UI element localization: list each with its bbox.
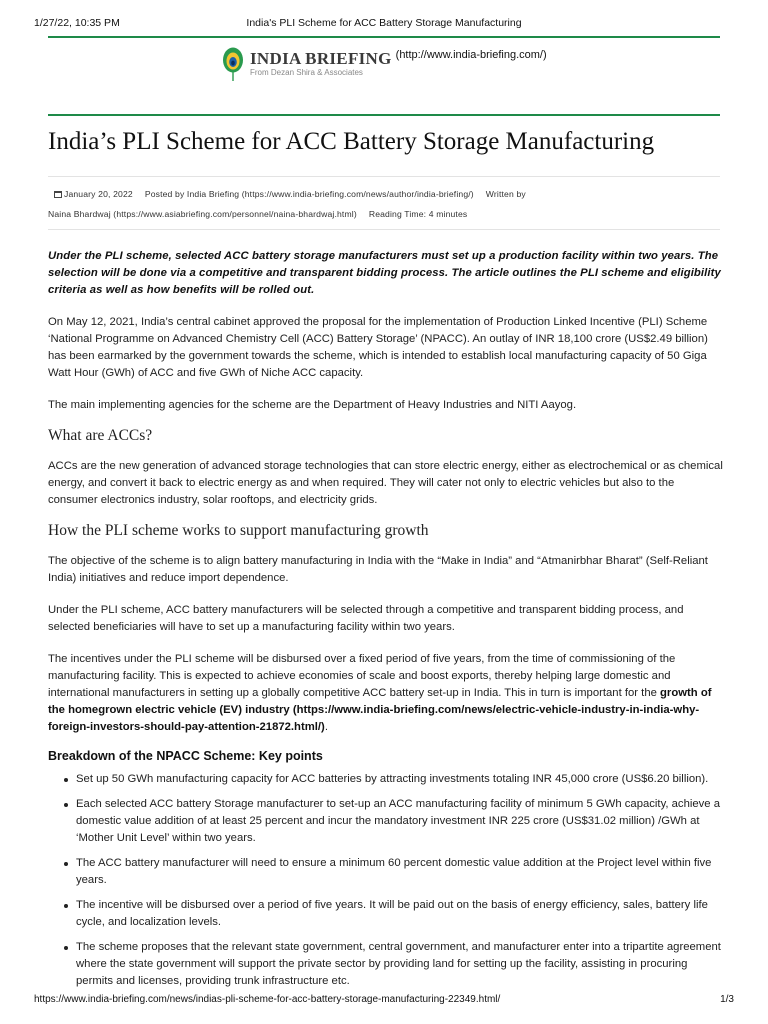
paragraph-with-link (48, 651, 726, 736)
top-divider (48, 36, 720, 38)
section-heading-accs: What are ACCs? (48, 427, 153, 444)
list-item: The ACC battery manufacturer will need to ensure a minimum 60 percent domestic value addition at the Project level within five years. (48, 855, 726, 889)
article-meta (48, 184, 728, 224)
meta-bottom-divider (48, 229, 720, 230)
logo-name: INDIA BRIEFING (250, 49, 392, 68)
meta-line-1 (48, 184, 728, 204)
meta-line-2 (48, 204, 728, 224)
site-logo[interactable] (222, 45, 547, 83)
section-heading-pli: How the PLI scheme works to support manufacturing growth (48, 522, 429, 539)
page-number: 1/3 (720, 994, 734, 1005)
print-footer (34, 994, 734, 1008)
paragraph: Under the PLI scheme, ACC battery manufacturers will be selected through a competitive and transparent bidding process, and selected beneficiaries will have to set up a manufacturing facility within two years. (48, 604, 684, 633)
list-item: Set up 50 GWh manufacturing capacity for ACC batteries by attracting investments totaling INR 45,000 crore (US$6.20 billion). (48, 771, 726, 788)
written-by-label: Written by (485, 189, 526, 199)
peacock-feather-icon (222, 47, 244, 81)
print-doc-title: India's PLI Scheme for ACC Battery Storage Manufacturing (246, 17, 522, 29)
list-item: The incentive will be disbursed over a period of five years. It will be paid out on the basis of energy efficiency, sales, battery life cycle, and localization levels. (48, 897, 726, 931)
paragraph: The main implementing agencies for the scheme are the Department of Heavy Industries and NITI Aayog. (48, 399, 577, 411)
reading-time: Reading Time: 4 minutes (368, 209, 468, 219)
paragraph: On May 12, 2021, India’s central cabinet approved the proposal for the implementation of Production Linked Incentive (PLI) Scheme ‘National Programme on Advanced Chemistry Cell (ACC) Battery Storage’ (NPACC). An outlay of INR 18,100 crore (US$2.49 billion) has been earmarked by the government towards the scheme, which is intended to establish local manufacturing capacity of 50 Giga Watt Hour (GWh) of ACC and five GWh of Niche ACC capacity. (48, 316, 708, 379)
publish-date: January 20, 2022 (64, 189, 133, 199)
section-heading-breakdown: Breakdown of the NPACC Scheme: Key points (48, 749, 323, 763)
ev-industry-link[interactable]: growth of the homegrown electric vehicle (EV) industry (https://www.india-briefing.com/news/electric-vehicle-industry-in-india-why-foreign-investors-should-pay-attention-21872.html/) (48, 687, 712, 733)
meta-top-divider (48, 176, 720, 177)
header-divider (48, 114, 720, 116)
print-footer-url: https://www.india-briefing.com/news/indias-pli-scheme-for-acc-battery-storage-manufacturing-22349.html/ (34, 994, 501, 1005)
logo-wordmark (250, 50, 392, 78)
posted-by-link[interactable]: Posted by India Briefing (https://www.india-briefing.com/news/author/india-briefing/) (144, 189, 474, 199)
key-points-list (48, 771, 726, 990)
list-item: Each selected ACC battery Storage manufacturer to set-up an ACC manufacturing facility of minimum 5 GWh capacity, achieve a domestic value addition of at least 25 percent and incur the mandatory investment INR 225 crore (US$31.02 million) /GWh at ‘Mother Unit Level’ within two years. (48, 796, 726, 847)
print-datetime: 1/27/22, 10:35 PM (34, 17, 120, 29)
article-title: India’s PLI Scheme for ACC Battery Storage Manufacturing (48, 128, 655, 155)
logo-tagline: From Dezan Shira & Associates (250, 68, 363, 77)
print-header (34, 17, 734, 31)
paragraph-end: . (324, 721, 328, 733)
site-url-link[interactable]: (http://www.india-briefing.com/) (395, 49, 547, 61)
list-item: The scheme proposes that the relevant state government, central government, and manufacturer enter into a tripartite agreement where the state government will support the private sector by providing land for setting up the facility, assisting in procuring permits and licenses, providing trunk infrastructure etc. (48, 939, 726, 990)
calendar-icon (54, 191, 62, 198)
author-link[interactable]: Naina Bhardwaj (https://www.asiabriefing.com/personnel/naina-bhardwaj.html) (48, 209, 357, 219)
paragraph: The objective of the scheme is to align battery manufacturing in India with the “Make in India” and “Atmanirbhar Bharat” (Self-Reliant India) initiatives and reduce import dependence. (48, 555, 708, 584)
article-body (48, 248, 726, 998)
paragraph-text: The incentives under the PLI scheme will be disbursed over a fixed period of five years, from the time of commissioning of the manufacturing facility. This is expected to achieve economies of scale and boost exports, thereby helping large domestic and international manufacturers in setting up a globally competitive ACC battery set-up in India. This in turn is important for the (48, 653, 676, 699)
article-lead: Under the PLI scheme, selected ACC battery storage manufacturers must set up a production facility within two years. The selection will be done via a competitive and transparent bidding process. The article outlines the PLI scheme and eligibility criteria as well as how benefits will be rolled out. (48, 250, 721, 296)
paragraph: ACCs are the new generation of advanced storage technologies that can store electric energy, either as electrochemical or as chemical energy, and convert it back to electric energy as and when required. They will cater not only to electric vehicles but also to the consumer electronics industry, solar rooftops, and electricity grids. (48, 460, 723, 506)
